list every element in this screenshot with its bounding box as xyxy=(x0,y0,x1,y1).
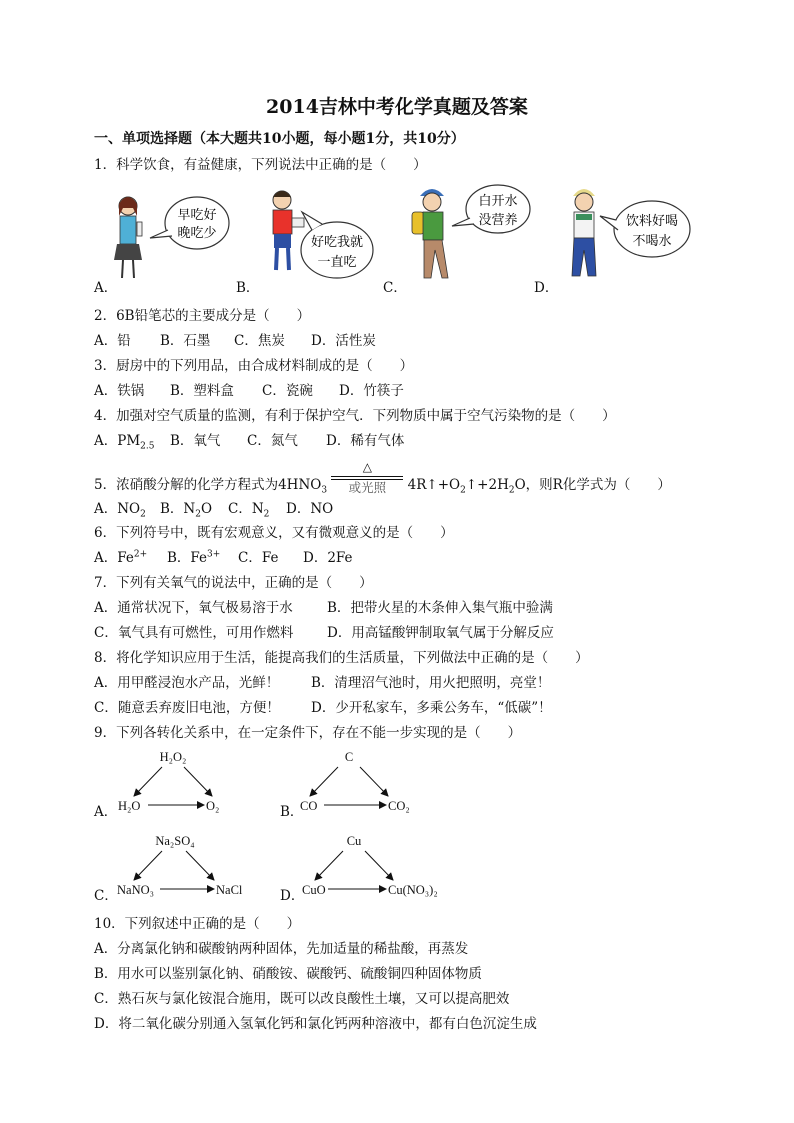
question-1-option-c: C． xyxy=(383,280,407,296)
question-3-option-c: C．瓷碗 xyxy=(262,383,313,399)
svg-text:H₂O₂: H₂O₂ xyxy=(159,750,187,764)
question-5-option-b: B．$N_2O$ xyxy=(160,501,213,520)
question-6-option-b: B．$Fe^{3+}$ xyxy=(167,549,221,566)
question-5-option-c: C．$N_2$ xyxy=(228,501,270,520)
question-9-option-d: D． xyxy=(280,888,305,904)
question-7-option-a: A．通常状况下，氧气极易溶于水 xyxy=(94,600,293,616)
svg-text:CO: CO xyxy=(300,799,318,813)
question-4-option-d: D．稀有气体 xyxy=(326,433,405,449)
question-8-option-a: A．用甲醛浸泡水产品，光鲜！ xyxy=(94,675,280,691)
bubble-c-line1: 白开水 xyxy=(478,194,518,209)
condition-heat-symbol: △ xyxy=(362,459,372,474)
question-4-stem: 4．加强对空气质量的监测，有利于保护空气．下列物质中属于空气污染物的是（ ） xyxy=(94,408,616,424)
svg-text:Na₂SO₄: Na₂SO₄ xyxy=(155,834,195,848)
question-7-option-d: D．用高锰酸钾制取氧气属于分解反应 xyxy=(327,625,554,641)
bubble-a-line2: 晚吃少 xyxy=(177,226,217,241)
boy-eating-icon xyxy=(273,191,304,270)
girl-figure-icon xyxy=(114,197,142,278)
question-2-option-c: C．焦炭 xyxy=(234,333,285,349)
question-5-option-d: D．NO xyxy=(286,501,334,517)
diagram-b xyxy=(300,750,410,813)
question-8-option-b: B．清理沼气池时，用火把照明，亮堂！ xyxy=(311,675,551,691)
question-2-stem: 2．6B铅笔芯的主要成分是（ ） xyxy=(94,308,311,324)
question-6-option-c: C．Fe xyxy=(238,550,279,566)
svg-text:NaNO₃: NaNO₃ xyxy=(117,883,154,897)
question-8-stem: 8．将化学知识应用于生活，能提高我们的生活质量，下列做法中正确的是（ ） xyxy=(94,650,589,666)
question-8-option-c: C．随意丢弃废旧电池，方便！ xyxy=(94,700,280,716)
bubble-b-line1: 好吃我就 xyxy=(310,235,364,250)
bubble-c-line2: 没营养 xyxy=(478,213,518,228)
question-9-option-a: A． xyxy=(94,804,118,820)
svg-text:Cu: Cu xyxy=(346,834,362,848)
hiker-figure-icon xyxy=(412,189,448,278)
question-4-option-b: B．氧气 xyxy=(170,433,221,449)
diagram-d xyxy=(302,834,438,897)
svg-text:CO₂: CO₂ xyxy=(388,799,410,813)
section-heading: 一、单项选择题（本大题共10小题，每小题1分，共10分） xyxy=(94,131,465,147)
question-8-option-d: D．少开私家车，多乘公务车，“低碳”！ xyxy=(311,700,552,716)
question-2-option-a: A．铅 xyxy=(94,333,131,349)
question-6-option-d: D．2Fe xyxy=(303,550,353,566)
condition-light-text: 或光照 xyxy=(348,479,387,495)
question-10-option-d: D．将二氧化碳分别通入氢氧化钙和氯化钙两种溶液中，都有白色沉淀生成 xyxy=(94,1016,537,1032)
question-6-stem: 6．下列符号中，既有宏观意义，又有微观意义的是（ ） xyxy=(94,525,454,541)
question-4-option-c: C．氮气 xyxy=(247,433,298,449)
question-3-option-d: D．竹筷子 xyxy=(339,383,404,399)
svg-text:H₂O: H₂O xyxy=(118,799,141,813)
question-7-option-c: C．氧气具有可燃性，可用作燃料 xyxy=(94,625,294,641)
question-3-stem: 3．厨房中的下列用品，由合成材料制成的是（ ） xyxy=(94,358,414,374)
question-10-option-c: C．熟石灰与氯化铵混合施用，既可以改良酸性土壤，又可以提高肥效 xyxy=(94,991,510,1007)
question-10-option-b: B．用水可以鉴别氯化钠、硝酸铵、碳酸钙、硫酸铜四种固体物质 xyxy=(94,966,482,982)
svg-text:O₂: O₂ xyxy=(206,799,220,813)
bubble-a-line1: 早吃好 xyxy=(177,208,217,223)
question-1-option-a: A． xyxy=(94,280,118,296)
question-5-option-a: A．$NO_2$ xyxy=(94,501,146,520)
question-1-option-d: D． xyxy=(534,280,559,296)
svg-text:Cu(NO₃)₂: Cu(NO₃)₂ xyxy=(388,883,438,897)
svg-text:CuO: CuO xyxy=(302,883,326,897)
bubble-d-line1: 饮料好喝 xyxy=(625,214,679,229)
question-10-stem: 10．下列叙述中正确的是（ ） xyxy=(94,916,301,932)
question-9-option-c: C． xyxy=(94,888,118,904)
question-1-illustrations xyxy=(90,178,730,293)
question-5-stem: 5．浓硝酸分解的化学方程式为$4HNO_3$ △ 或光照 $4R↑+O_2↑+2H_2O$，则R化学式为（ ） xyxy=(94,459,671,496)
question-7-stem: 7．下列有关氧气的说法中，正确的是（ ） xyxy=(94,575,373,591)
question-2-option-d: D．活性炭 xyxy=(311,333,376,349)
question-1-option-b: B． xyxy=(236,280,260,296)
bubble-d-line2: 不喝水 xyxy=(632,234,672,249)
diagram-a xyxy=(118,750,219,813)
question-9-diagrams xyxy=(90,742,490,902)
question-2-option-b: B．石墨 xyxy=(160,333,211,349)
diagram-c xyxy=(117,834,243,897)
speech-bubble-a xyxy=(165,197,229,249)
bubble-b-line2: 一直吃 xyxy=(317,255,357,270)
question-10-option-a: A．分离氯化钠和碳酸钠两种固体，先加适量的稀盐酸，再蒸发 xyxy=(94,941,469,957)
boy-with-hat-icon xyxy=(572,189,596,276)
question-3-option-b: B．塑料盒 xyxy=(170,383,234,399)
svg-text:NaCl: NaCl xyxy=(216,883,243,897)
page-title: 2014吉林中考化学真题及答案 xyxy=(266,96,528,118)
question-1-stem: 1．科学饮食，有益健康，下列说法中正确的是（ ） xyxy=(94,157,427,173)
question-9-stem: 9．下列各转化关系中，在一定条件下，存在不能一步实现的是（ ） xyxy=(94,725,522,741)
question-9-option-b: B． xyxy=(280,804,304,820)
reaction-condition xyxy=(331,459,403,495)
question-3-option-a: A．铁锅 xyxy=(94,383,145,399)
question-7-option-b: B．把带火星的木条伸入集气瓶中验满 xyxy=(327,600,553,616)
question-6-option-a: A．$Fe^{2+}$ xyxy=(94,549,148,566)
svg-text:C: C xyxy=(344,750,354,764)
question-4-option-a: A．$PM_{2.5}$ xyxy=(94,433,155,452)
